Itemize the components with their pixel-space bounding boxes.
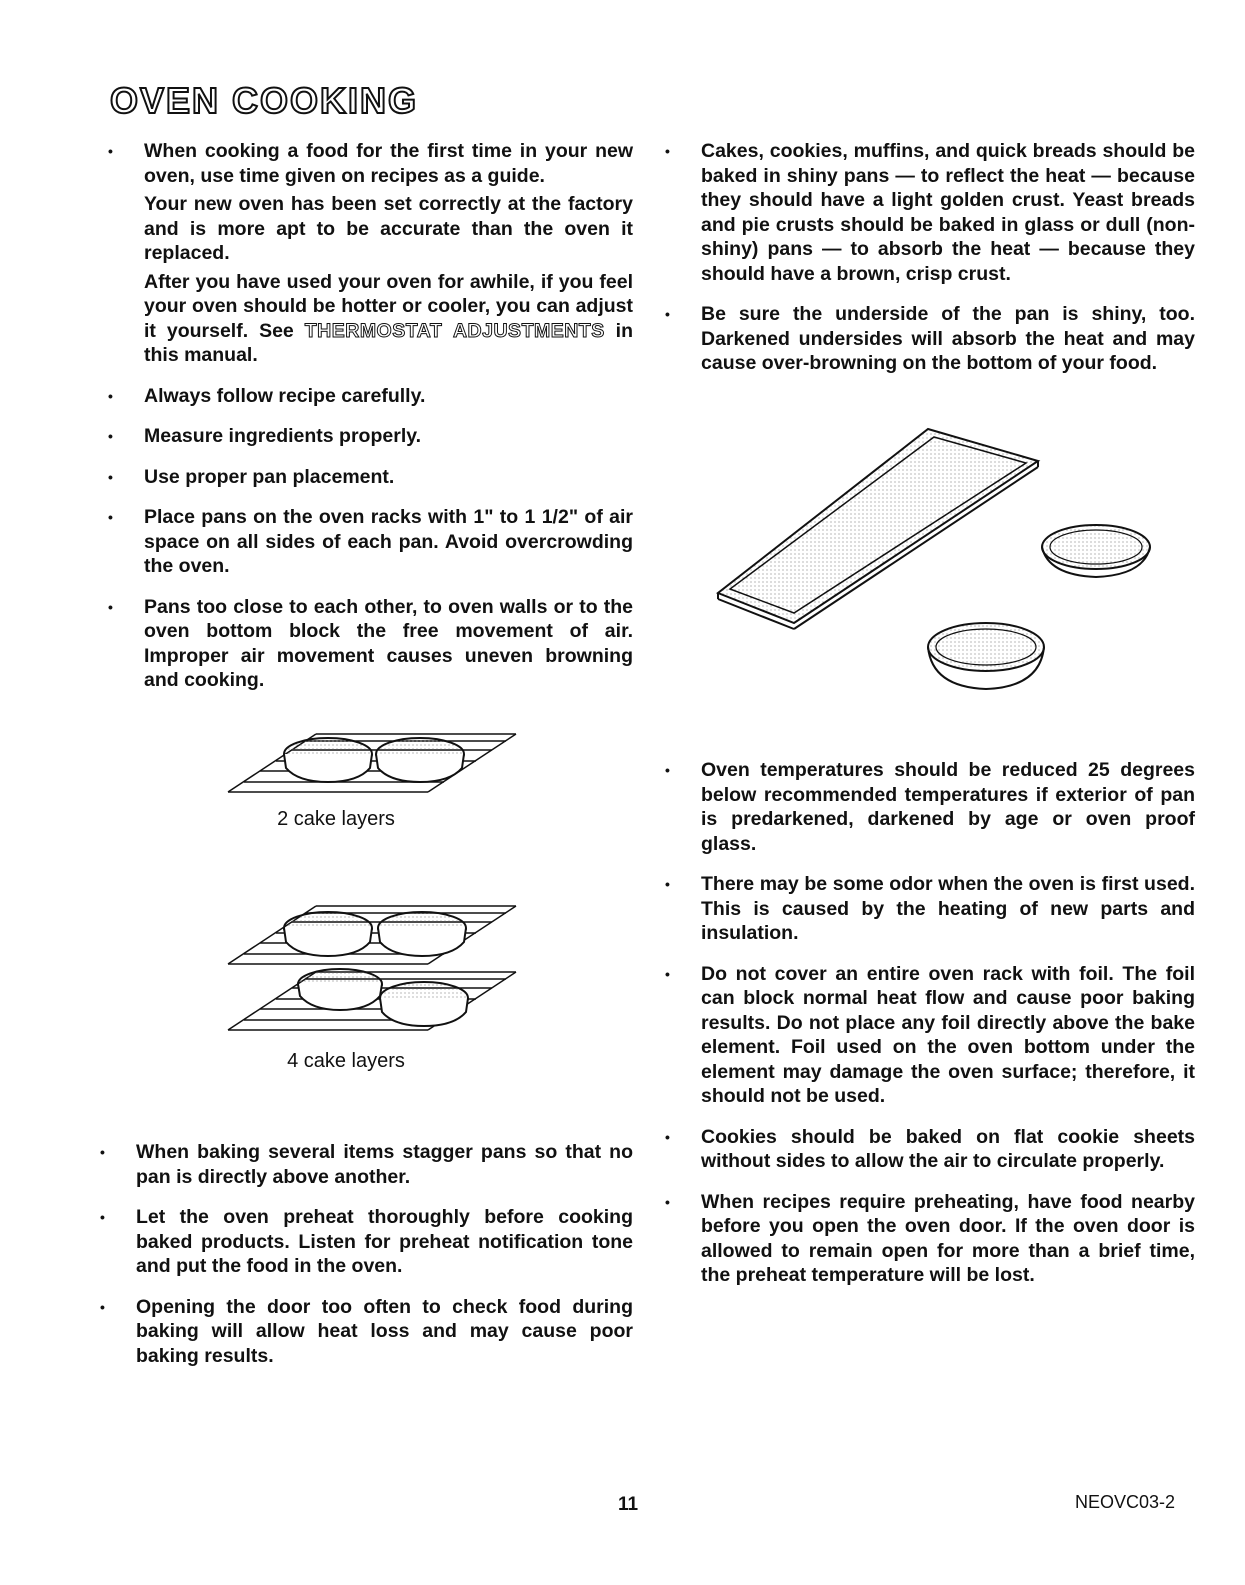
cake-pan-icon (298, 969, 382, 1010)
list-item: • Pans too close to each other, to oven walls or to the oven bottom block the free movement of air. Improper air movement causes uneven browning and cooking. (108, 595, 633, 691)
page-title: OVEN COOKING (110, 80, 419, 121)
list-item: • Let the oven preheat thoroughly before cooking baked products. Listen for preheat notification tone and put the food in the oven. (100, 1206, 633, 1277)
bullet-icon: • (100, 1298, 105, 1315)
cake-pan-icon (378, 912, 466, 956)
list-item: • Measure ingredients properly. (108, 425, 422, 447)
paragraph: Your new oven has been set correctly at the factory and is more apt to be accurate than the oven it replaced. (144, 193, 633, 264)
paragraph: When cooking a food for the first time in your new oven, use time given on recipes as a guide. (144, 140, 633, 187)
list-item (108, 139, 633, 368)
list-item: • Cakes, cookies, muffins, and quick breads should be baked in shiny pans — to reflect the heat — because they should have a light golden crust. Yeast breads and pie crusts should be baked in glass or dull (non-shiny) pans — to absorb the heat — because they should have a brown, crisp crust. (665, 140, 1195, 285)
cake-pan-icon (380, 982, 468, 1026)
list-item: • When baking several items stagger pans so that no pan is directly above another. (100, 1141, 633, 1188)
bullet-icon: • (100, 1209, 105, 1225)
bullet-icon: • (665, 143, 670, 159)
cookie-sheet-and-pans-illustration (718, 425, 1188, 705)
bullet-icon: • (108, 598, 113, 615)
list-item: • Cookies should be baked on flat cookie sheets without sides to allow the air to circulate properly. (665, 1125, 1195, 1172)
paragraph: After you have used your oven for awhile, if you feel your oven should be hotter or cooler, you can adjust it yourself. See THERMOSTAT ADJUSTMENTS in this manual. (144, 270, 634, 366)
round-pan-icon (1042, 525, 1150, 577)
bullet-icon: • (108, 509, 113, 525)
cake-pan-icon (376, 738, 464, 782)
list-item: • Be sure the underside of the pan is shiny, too. Darkened undersides will absorb the heat and may cause over-browning on the bottom of your food. (665, 303, 1195, 374)
bullet-icon: • (665, 965, 670, 982)
bullet-icon: • (665, 1128, 670, 1145)
list-item: • There may be some odor when the oven is first used. This is caused by the heating of new parts and insulation. (665, 873, 1195, 944)
left-column-lower (100, 1140, 633, 1384)
bullet-icon: • (108, 387, 113, 404)
bullet-icon: • (108, 468, 113, 485)
four-cake-layers-illustration (228, 900, 518, 1040)
two-cake-layers-illustration (228, 728, 518, 798)
cake-pan-icon (284, 738, 372, 782)
bullet-icon: • (100, 1144, 105, 1160)
four-layers-caption: 4 cake layers (287, 1050, 405, 1072)
oven-rack-icon (228, 734, 516, 792)
right-column-upper (665, 139, 1195, 392)
two-layers-caption: 2 cake layers (277, 808, 395, 830)
round-pan-icon (928, 623, 1044, 689)
list-item: • Place pans on the oven racks with 1" to 1 1/2" of air space on all sides of each pan. Avoid overcrowding the oven. (108, 506, 633, 577)
bullet-icon: • (665, 306, 670, 322)
bullet-icon: • (108, 428, 113, 444)
bullet-icon: • (665, 1193, 670, 1210)
list-item: • When recipes require preheating, have food nearby before you open the oven door. If the oven door is allowed to remain open for more than a brief time, the preheat temperature will be lost. (665, 1190, 1195, 1286)
list-item: • Oven temperatures should be reduced 25 degrees below recommended temperatures if exterior of pan is predarkened, darkened by age or oven proof glass. (665, 759, 1195, 855)
bullet-icon: • (665, 876, 670, 892)
list-item: • Opening the door too often to check food during baking will allow heat loss and may cause poor baking results. (100, 1295, 633, 1367)
left-column-upper (108, 139, 633, 709)
cookie-sheet-icon (718, 429, 1038, 629)
bullet-icon: • (665, 762, 670, 778)
list-item: • Always follow recipe carefully. (108, 384, 426, 407)
document-code: NEOVC03-2 (1075, 1492, 1176, 1512)
cake-pan-icon (284, 912, 372, 956)
page-number: 11 (618, 1494, 639, 1515)
right-column-lower (665, 758, 1195, 1304)
section-reference: THERMOSTAT ADJUSTMENTS (304, 319, 605, 342)
list-item: • Do not cover an entire oven rack with foil. The foil can block normal heat flow and cause poor baking results. Do not place any foil directly above the bake element. Foil used on the oven bottom under the element may damage the oven surface; therefore, it should not be used. (665, 962, 1195, 1107)
bullet-icon: • (108, 143, 113, 159)
list-item: • Use proper pan placement. (108, 465, 395, 488)
